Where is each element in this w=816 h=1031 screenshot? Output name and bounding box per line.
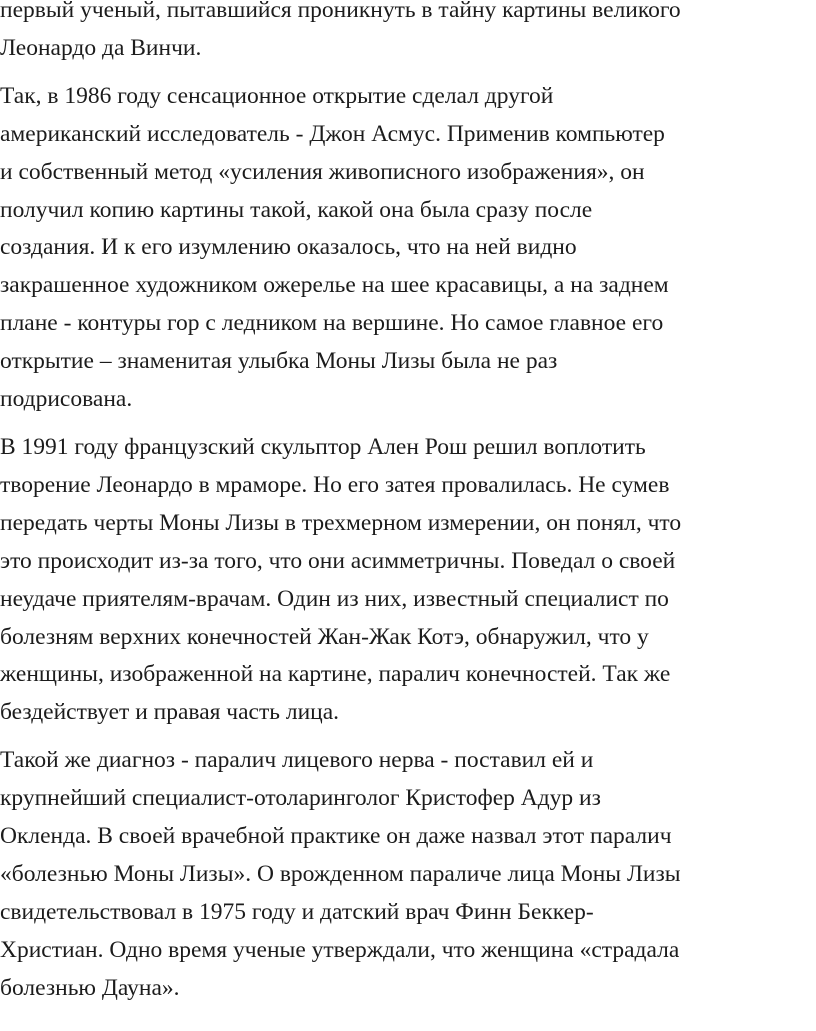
- text-line: закрашенное художником ожерелье на шее красавицы, а на заднем: [0, 272, 669, 299]
- text-line: бездействует и правая часть лица.: [0, 699, 340, 726]
- paragraph-3: [0, 429, 812, 732]
- text-line: Такой же диагноз - паралич лицевого нерва - поставил ей и: [0, 747, 594, 774]
- text-line: крупнейший специалист-отоларинголог Кристофер Адур из: [0, 785, 601, 812]
- paragraph-4: [0, 742, 812, 1007]
- text-line: женщины, изображенной на картине, паралич конечностей. Так же: [0, 661, 671, 688]
- text-line: творение Леонардо в мраморе. Но его затея провалилась. Не сумев: [0, 471, 670, 498]
- text-line: подрисована.: [0, 386, 133, 413]
- text-line: передать черты Моны Лизы в трехмерном измерении, он понял, что: [0, 509, 682, 536]
- text-line: Окленда. В своей врачебной практике он даже назвал этот паралич: [0, 823, 672, 850]
- text-line: первый ученый, пытавшийся проникнуть в тайну картины великого: [0, 0, 681, 23]
- text-line: Леонардо да Винчи.: [0, 34, 202, 61]
- text-line: В 1991 году французский скульптор Ален Рош решил воплотить: [0, 433, 646, 460]
- text-line: «болезнью Моны Лизы». О врожденном параличе лица Моны Лизы: [0, 860, 681, 887]
- text-line: и собственный метод «усиления живописного изображения», он: [0, 158, 645, 185]
- text-line: создания. И к его изумлению оказалось, что на ней видно: [0, 234, 577, 261]
- text-line: свидетельствовал в 1975 году и датский врач Финн Беккер-: [0, 898, 594, 925]
- text-line: неудаче приятелям-врачам. Один из них, известный специалист по: [0, 585, 669, 612]
- text-line: это происходит из-за того, что они асимметричны. Поведал о своей: [0, 547, 676, 574]
- text-line: американский исследователь - Джон Асмус. Применив компьютер: [0, 120, 665, 147]
- text-line: болезням верхних конечностей Жан-Жак Котэ, обнаружил, что у: [0, 623, 649, 650]
- text-line: Так, в 1986 году сенсационное открытие сделал другой: [0, 82, 554, 109]
- text-line: болезнью Дауна».: [0, 974, 180, 1001]
- text-line: плане - контуры гор с ледником на вершине. Но самое главное его: [0, 310, 664, 337]
- text-line: получил копию картины такой, какой она была сразу после: [0, 196, 593, 223]
- text-line: Христиан. Одно время ученые утверждали, что женщина «страдала: [0, 936, 680, 963]
- text-line: открытие – знаменитая улыбка Моны Лизы была не раз: [0, 348, 558, 375]
- paragraph-1: [0, 0, 812, 68]
- paragraph-2: [0, 78, 812, 419]
